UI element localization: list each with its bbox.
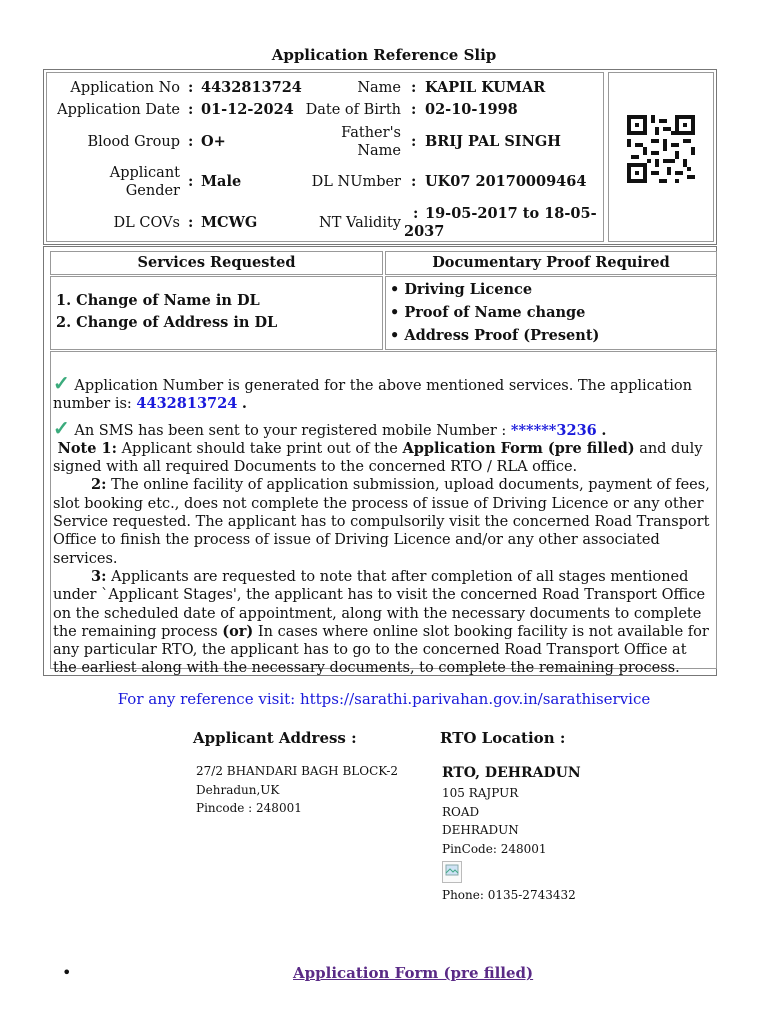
rto-location-heading: RTO Location : xyxy=(440,729,566,747)
services-list xyxy=(50,276,383,350)
list-bullet: • xyxy=(62,963,72,982)
colon: : xyxy=(188,133,194,150)
notes-section xyxy=(50,351,717,677)
rto-address: 105 RAJPUR ROAD DEHRADUN PinCode: 248001 xyxy=(442,786,547,856)
nt-validity-value-line2: 2037 xyxy=(404,223,445,240)
dob-label: Date of Birth xyxy=(305,102,401,118)
applicant-info-table xyxy=(43,69,717,245)
rto-name: RTO, DEHRADUN xyxy=(442,765,581,781)
applicant-details xyxy=(46,72,604,242)
nt-validity-value-line1: 19-05-2017 to 18-05- xyxy=(425,205,597,222)
checkmark-icon: ✓ xyxy=(53,415,70,440)
rto-phone: Phone: 0135-2743432 xyxy=(442,888,576,902)
colon: : xyxy=(413,205,419,222)
proof-item: • Proof of Name change xyxy=(390,304,586,321)
application-number-link: 4432813724 xyxy=(136,395,238,413)
gender-label-line1: Applicant xyxy=(109,165,180,181)
dl-number-value: UK07 20170009464 xyxy=(425,173,587,190)
father-name-value: BRIJ PAL SINGH xyxy=(425,133,561,150)
note-1: Note 1: Applicant should take print out of the Application Form (pre filled) and duly signed with all required Documents to the concerned RTO / RLA office. xyxy=(53,439,703,476)
service-item: 2. Change of Address in DL xyxy=(56,314,278,331)
blood-group-label: Blood Group xyxy=(87,134,180,150)
qr-code-icon xyxy=(627,115,695,183)
colon: : xyxy=(411,173,417,190)
broken-image-icon xyxy=(442,861,462,883)
dob-value: 02-10-1998 xyxy=(425,101,518,118)
dl-number-label: DL NUmber xyxy=(311,174,401,190)
note-3: 3: Applicants are requested to note that after completion of all stages mentioned under `Applicant Stages', the applicant has to visit the concerned Road Transport Office on the scheduled date of appointment, along with the necessary documents to complete the remaining process (or) In cases where online slot booking facility is not available for any particular RTO, the applicant has to go to the concerned Road Transport Office at the earliest along with the necessary documents, to complete the remaining process. xyxy=(53,567,709,677)
blood-group-value: O+ xyxy=(201,133,226,150)
page-title: Application Reference Slip xyxy=(271,46,497,64)
services-table xyxy=(43,246,717,676)
name-label: Name xyxy=(357,80,401,96)
nt-validity-label: NT Validity xyxy=(319,215,401,231)
colon: : xyxy=(411,79,417,96)
colon: : xyxy=(188,79,194,96)
colon: : xyxy=(411,101,417,118)
service-item: 1. Change of Name in DL xyxy=(56,292,260,309)
applicant-address-heading: Applicant Address : xyxy=(193,729,357,747)
note-application-number: ✓ Application Number is generated for the above mentioned services. The application number is: 4432813724 . xyxy=(53,371,692,413)
services-header: Services Requested xyxy=(50,251,383,275)
reference-link[interactable]: For any reference visit: https://sarathi.parivahan.gov.in/sarathiservice xyxy=(117,690,651,708)
name-value: KAPIL KUMAR xyxy=(425,79,546,96)
checkmark-icon: ✓ xyxy=(53,371,70,395)
qr-code-cell xyxy=(608,72,714,242)
colon: : xyxy=(188,173,194,190)
dl-covs-value: MCWG xyxy=(201,214,258,231)
proof-header: Documentary Proof Required xyxy=(385,251,717,275)
colon: : xyxy=(188,101,194,118)
proof-item: • Driving Licence xyxy=(390,281,533,298)
proof-item: • Address Proof (Present) xyxy=(390,327,600,344)
note-sms: ✓ An SMS has been sent to your registered mobile Number : ******3236 . xyxy=(53,415,607,440)
colon: : xyxy=(188,214,194,231)
applicant-address: 27/2 BHANDARI BAGH BLOCK-2 Dehradun,UK Pincode : 248001 xyxy=(196,764,399,815)
application-date-value: 01-12-2024 xyxy=(201,101,294,118)
father-name-label-line2: Name xyxy=(357,143,401,159)
gender-label-line2: Gender xyxy=(125,183,180,199)
application-no-label: Application No xyxy=(70,80,180,96)
application-form-link[interactable]: Application Form (pre filled) xyxy=(293,964,534,982)
dl-covs-label: DL COVs xyxy=(113,215,180,231)
father-name-label-line1: Father's xyxy=(341,125,401,141)
application-no-value: 4432813724 xyxy=(201,79,302,96)
broken-image-icon xyxy=(443,862,461,882)
application-date-label: Application Date xyxy=(57,102,180,118)
colon: : xyxy=(411,133,417,150)
gender-value: Male xyxy=(201,173,242,190)
proof-list xyxy=(385,276,717,350)
note-2: 2: The online facility of application submission, upload documents, payment of fees, slot booking etc., does not complete the process of issue of Driving Licence or any other Service requested. The applicant has to compulsorily visit the concerned Road Transport Office to finish the process of issue of Driving Licence and/or any other associated services. xyxy=(53,476,710,567)
masked-mobile-number: ******3236 xyxy=(510,421,597,439)
